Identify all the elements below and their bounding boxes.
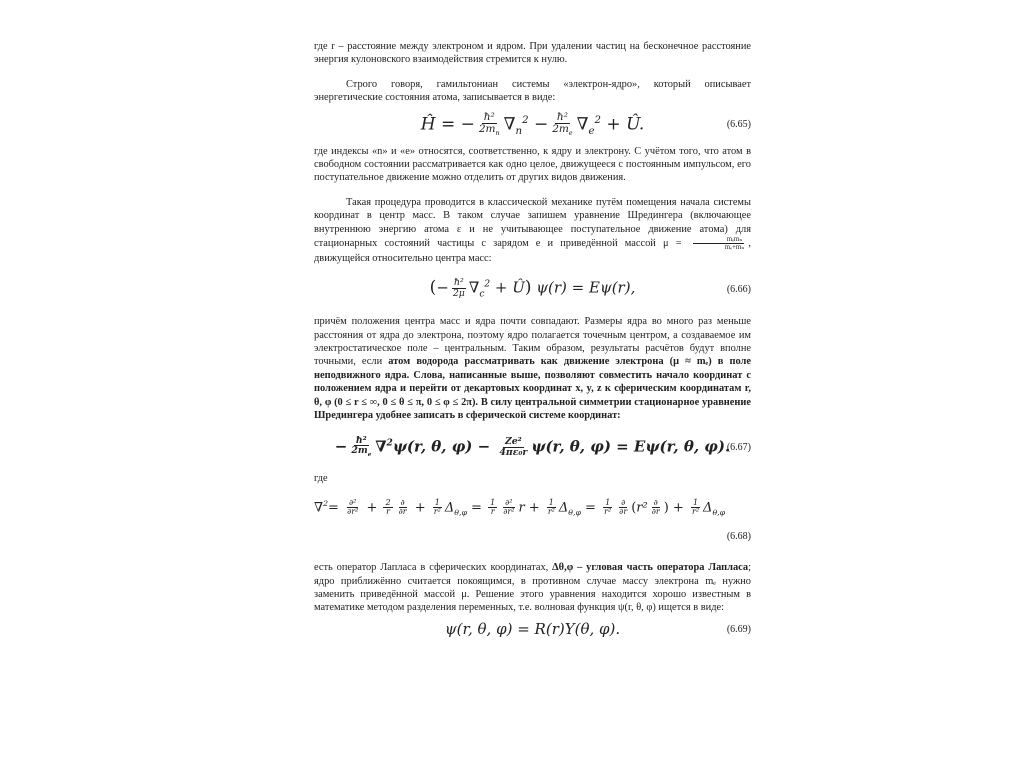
paragraph-4 <box>314 196 751 265</box>
paragraph-2: Строго говоря, гамильтониан системы «электрон-ядро», который описывает энергетические состояния атома, записывается в виде: <box>314 78 751 104</box>
equation-number: (6.65) <box>726 118 751 130</box>
paragraph-1: где r – расстояние между электроном и ядром. При удалении частиц на бесконечное расстояние энергия кулоновского взаимодействия стремится к нулю. <box>314 41 751 66</box>
schrodinger-spherical-formula: − $\frac{\text{ħ²}}{2m_e}$ ∇$^2$ψ(r, θ, φ) − $\frac{\text{Ze²}}{\text{4πε₀r}}$ ψ(r, θ, φ) = Eψ(r, θ, φ). <box>334 434 731 459</box>
equation-number: (6.66) <box>726 284 751 296</box>
paragraph-5 <box>314 315 751 422</box>
document-page <box>314 40 751 645</box>
reduced-mass-fraction: $\frac{\text{mₑmₙ}}{\text{mₑ+mₙ}}$ <box>691 236 747 252</box>
paragraph-4-text: Такая процедура проводится в классической механике путём помещения начала системы координат в центр масс. В таком случае запишем уравнение Шредингера (включающее внутреннюю энергию атома ε и не учитывающее поступательное движение атома) для стационарных состояний частицы с зарядом e и приведённой массой μ = <box>314 196 751 250</box>
paragraph-3: где индексы «n» и «e» относятся, соответственно, к ядру и электрону. С учётом того, что атом в свободном состоянии рассматривается как одно целое, движущееся с постоянным импульсом, его поступательное движение можно отделить от других видов движения. <box>314 145 751 184</box>
equation-number: (6.67) <box>726 441 751 453</box>
paragraph-5-bold: атом водорода рассматривать как движение электрона (μ ≈ mₑ) в поле неподвижного ядра. Слова, написанные выше, позволяют совместить начало координат с положением ядра и перейти от декартовых координат x, y, z к сферическим координатам r, θ, φ (0 ≤ r ≤ ∞, 0 ≤ θ ≤ π, 0 ≤ φ ≤ 2π). В силу центральной симметрии стационарное уравнение Шредингера удобнее записать в сферической системе координат: <box>314 356 751 421</box>
hamiltonian-formula: Ĥ = − $\frac{\text{ħ²}}{2m_n}$ $\nabla_n^2$ − $\frac{\text{ħ²}}{2m_e}$ $\nabla_e^2$ + Û. <box>420 110 645 137</box>
equation-number: (6.68) <box>726 530 751 542</box>
paragraph-4-tail: , движущейся относительно центра масс: <box>314 238 751 264</box>
paragraph-7-text: есть оператор Лапласа в сферических координатах, <box>314 562 553 574</box>
laplacian-formula: ∇$^2$= $\frac{\text{∂²}}{\text{∂r²}}$ + $\frac{2}{r}$ $\frac{\partial}{\partial r}$ + $\frac{1}{\text{r²}}$ $\Delta_{\theta,\varphi}$ = $\frac{1}{r}$ $\frac{\text{∂²}}{\text{∂r²}}$ r + $\frac{1}{\text{r²}}$ $\Delta_{\theta,\varphi}$ = $\frac{1}{\text{r²}}$ $\frac{\partial}{\partial r}$ (r² $\frac{\partial}{\partial r}$ ) + $\frac{1}{\text{r²}}$ $\Delta_{\theta,\varphi}$ <box>314 497 726 517</box>
paragraph-7-tail: ; ядро приближённо считается покоящимся, в противном случае массу электрона mₑ нужно заменить приведённой массой μ. Решение этого уравнения находится хорошо известным в математике методом разделения переменных, т.е. волновая функция ψ(r, θ, φ) ищется в виде: <box>314 562 751 614</box>
schrodinger-cm-formula: (− $\frac{\text{ħ²}}{2\mu}$ $\nabla_c^2$ + Û) ψ(r) = Eψ(r), <box>429 277 636 300</box>
equation-number: (6.69) <box>726 624 751 636</box>
paragraph-7-bold: Δθ,φ – угловая часть оператора Лапласа <box>552 562 749 574</box>
equation-6-69 <box>314 615 751 645</box>
equation-6-65 <box>314 105 751 145</box>
paragraph-6: где <box>314 473 328 485</box>
equation-6-68 <box>314 486 751 530</box>
separation-formula: ψ(r, θ, φ) = R(r)Y(θ, φ). <box>444 620 621 639</box>
equation-6-66 <box>314 265 751 315</box>
equation-6-67 <box>314 422 751 472</box>
paragraph-5-text: причём положения центра масс и ядра почти совпадают. Размеры ядра во много раз меньше расстояния от ядра до электрона, поэтому ядро полагается точечным центром, а создаваемое им электростатическое поле – центральным. Таким образом, результаты расчётов будут вполне точными, если <box>314 316 751 368</box>
paragraph-7 <box>314 561 751 615</box>
